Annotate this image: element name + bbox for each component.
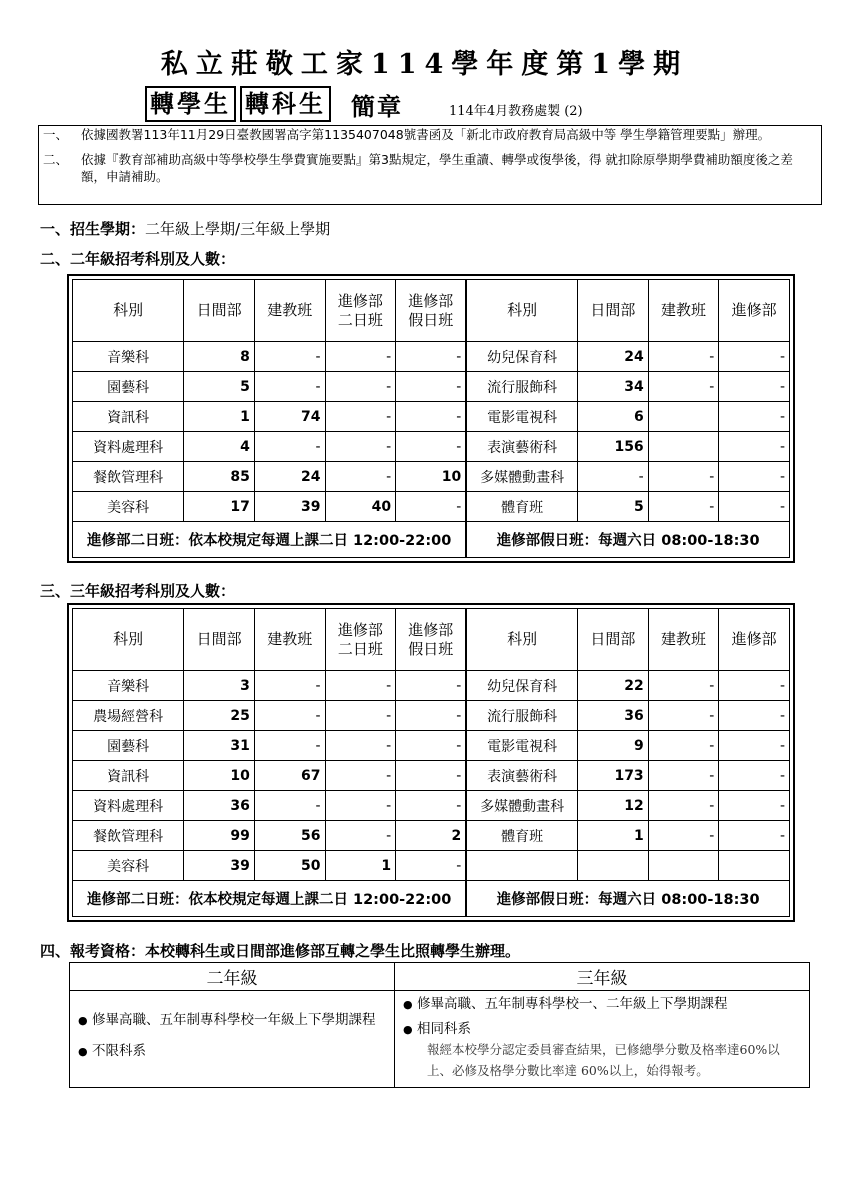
grade2-grid xyxy=(72,279,790,558)
department-cell: 農場經營科 xyxy=(73,701,184,731)
column-header: 進修部 假日班 xyxy=(396,609,467,671)
department-cell xyxy=(466,851,577,881)
count-cell: - xyxy=(396,671,467,701)
count-cell: - xyxy=(578,462,649,492)
count-cell: 4 xyxy=(184,432,255,462)
qual-item xyxy=(403,995,805,1014)
count-cell: - xyxy=(396,791,467,821)
count-cell: 156 xyxy=(578,432,649,462)
count-cell: 34 xyxy=(578,372,649,402)
count-cell: 6 xyxy=(578,402,649,432)
count-cell: - xyxy=(648,671,719,701)
brochure-label: 簡章 xyxy=(351,92,403,121)
qual-grade2-cell xyxy=(70,991,395,1088)
count-cell: 39 xyxy=(184,851,255,881)
count-cell xyxy=(719,851,790,881)
table-header-row xyxy=(73,609,790,671)
column-header: 科別 xyxy=(73,280,184,342)
department-cell: 幼兒保育科 xyxy=(466,671,577,701)
count-cell: - xyxy=(325,731,396,761)
department-cell: 餐飲管理科 xyxy=(73,821,184,851)
count-cell: 24 xyxy=(578,342,649,372)
note-number: 二、 xyxy=(43,152,69,167)
section-value: 二年級上學期/三年級上學期 xyxy=(145,220,331,238)
count-cell: 5 xyxy=(578,492,649,522)
table-row xyxy=(73,671,790,701)
count-cell: - xyxy=(719,821,790,851)
column-header: 進修部 xyxy=(719,609,790,671)
count-cell: - xyxy=(254,791,325,821)
grade3-grid xyxy=(72,608,790,917)
count-cell xyxy=(648,402,719,432)
count-cell: - xyxy=(719,731,790,761)
department-cell: 幼兒保育科 xyxy=(466,342,577,372)
count-cell: - xyxy=(719,492,790,522)
count-cell: - xyxy=(325,791,396,821)
column-header: 科別 xyxy=(466,609,577,671)
table-row xyxy=(73,432,790,462)
department-cell: 資料處理科 xyxy=(73,791,184,821)
table-footer-row xyxy=(73,881,790,917)
section-qualification-heading: 四、報考資格：本校轉科生或日間部進修部互轉之學生比照轉學生辦理。 xyxy=(40,942,521,960)
column-header: 日間部 xyxy=(184,280,255,342)
page-title: 私立莊敬工家114學年度第1學期 xyxy=(160,49,689,80)
count-cell: - xyxy=(396,432,467,462)
count-cell: 10 xyxy=(396,462,467,492)
count-cell xyxy=(648,432,719,462)
note-text: 依據『教育部補助高級中等學校學生學費實施要點』第3點規定，學生重讀、轉學或復學後，得 就扣除原學期學費補助額度後之差額，申請補助。 xyxy=(81,152,793,184)
column-header: 進修部 xyxy=(719,280,790,342)
department-cell: 表演藝術科 xyxy=(466,761,577,791)
count-cell: - xyxy=(719,432,790,462)
department-cell: 表演藝術科 xyxy=(466,432,577,462)
section-label: 一、招生學期： xyxy=(40,220,146,238)
count-cell: 31 xyxy=(184,731,255,761)
column-header: 進修部 假日班 xyxy=(396,280,467,342)
count-cell: - xyxy=(325,432,396,462)
count-cell xyxy=(648,851,719,881)
count-cell: - xyxy=(719,342,790,372)
count-cell: - xyxy=(719,761,790,791)
department-cell: 資訊科 xyxy=(73,402,184,432)
bullet-icon: ● xyxy=(78,1014,88,1027)
count-cell: - xyxy=(648,372,719,402)
column-header: 進修部 二日班 xyxy=(325,609,396,671)
department-cell: 資料處理科 xyxy=(73,432,184,462)
table-row xyxy=(73,342,790,372)
count-cell: 67 xyxy=(254,761,325,791)
note-text: 依據國教署113年11月29日臺教國署高字第1135407048號書函及「新北市政府教育局高級中等 學生學籍管理要點」辦理。 xyxy=(81,127,771,142)
department-cell: 音樂科 xyxy=(73,671,184,701)
department-cell: 流行服飾科 xyxy=(466,372,577,402)
schedule-note-two-day: 進修部二日班：依本校規定每週上課二日 12:00-22:00 xyxy=(73,522,467,558)
subtitle-row xyxy=(145,86,583,122)
count-cell: - xyxy=(648,492,719,522)
department-cell: 多媒體動畫科 xyxy=(466,791,577,821)
count-cell: 10 xyxy=(184,761,255,791)
count-cell: - xyxy=(325,761,396,791)
count-cell: - xyxy=(648,821,719,851)
count-cell: - xyxy=(254,671,325,701)
count-cell: 99 xyxy=(184,821,255,851)
bullet-icon: ● xyxy=(78,1045,88,1058)
qual-head-grade3: 三年級 xyxy=(395,963,810,991)
table-header-row xyxy=(73,280,790,342)
count-cell: - xyxy=(719,372,790,402)
department-cell: 體育班 xyxy=(466,492,577,522)
department-cell: 餐飲管理科 xyxy=(73,462,184,492)
count-cell: - xyxy=(396,731,467,761)
count-cell: - xyxy=(254,372,325,402)
count-cell: - xyxy=(325,821,396,851)
section-grade3-heading: 三、三年級招考科別及人數： xyxy=(40,582,236,600)
note-item xyxy=(39,126,821,143)
department-cell: 流行服飾科 xyxy=(466,701,577,731)
department-cell: 美容科 xyxy=(73,492,184,522)
count-cell: 36 xyxy=(184,791,255,821)
count-cell: 24 xyxy=(254,462,325,492)
count-cell: 17 xyxy=(184,492,255,522)
department-cell: 體育班 xyxy=(466,821,577,851)
count-cell: 85 xyxy=(184,462,255,492)
qual-item xyxy=(403,1020,805,1039)
count-cell: 173 xyxy=(578,761,649,791)
table-row xyxy=(73,761,790,791)
department-cell: 資訊科 xyxy=(73,761,184,791)
table-row xyxy=(73,731,790,761)
count-cell: - xyxy=(648,701,719,731)
column-header: 建教班 xyxy=(648,280,719,342)
transfer-dept-box: 轉科生 xyxy=(240,86,331,122)
notes-box xyxy=(38,125,822,205)
count-cell: - xyxy=(325,372,396,402)
table-row xyxy=(73,701,790,731)
section-grade2-heading: 二、二年級招考科別及人數： xyxy=(40,250,236,268)
qual-description: 報經本校學分認定委員審查結果，已修總學分數及格率達60%以上、必修及格學分數比率達 60%以上，始得報考。 xyxy=(427,1042,780,1078)
count-cell: - xyxy=(396,372,467,402)
count-cell: - xyxy=(719,402,790,432)
grade2-table xyxy=(67,274,795,563)
count-cell: - xyxy=(325,342,396,372)
table-row xyxy=(73,462,790,492)
count-cell xyxy=(578,851,649,881)
count-cell: 25 xyxy=(184,701,255,731)
office-note: 114年4月教務處製 (2) xyxy=(449,103,583,119)
count-cell: - xyxy=(396,342,467,372)
department-cell: 園藝科 xyxy=(73,372,184,402)
qual-item-text: 修畢高職、五年制專科學校一、二年級上下學期課程 xyxy=(417,996,728,1012)
column-header: 進修部 二日班 xyxy=(325,280,396,342)
count-cell: 1 xyxy=(325,851,396,881)
qual-item xyxy=(78,1011,388,1030)
schedule-note-weekend: 進修部假日班：每週六日 08:00-18:30 xyxy=(466,881,789,917)
count-cell: 56 xyxy=(254,821,325,851)
count-cell: 50 xyxy=(254,851,325,881)
count-cell: - xyxy=(254,432,325,462)
count-cell: - xyxy=(396,402,467,432)
schedule-note-weekend: 進修部假日班：每週六日 08:00-18:30 xyxy=(466,522,789,558)
section-enrollment-term xyxy=(40,218,330,239)
table-row xyxy=(73,791,790,821)
count-cell: 1 xyxy=(184,402,255,432)
note-item xyxy=(39,151,821,185)
table-row xyxy=(73,851,790,881)
count-cell: 22 xyxy=(578,671,649,701)
count-cell: 12 xyxy=(578,791,649,821)
count-cell: 9 xyxy=(578,731,649,761)
count-cell: - xyxy=(396,701,467,731)
table-row xyxy=(73,372,790,402)
count-cell: 3 xyxy=(184,671,255,701)
column-header: 科別 xyxy=(73,609,184,671)
count-cell: - xyxy=(325,462,396,492)
qual-item xyxy=(78,1042,388,1061)
count-cell: - xyxy=(254,731,325,761)
count-cell: - xyxy=(648,731,719,761)
schedule-note-two-day: 進修部二日班：依本校規定每週上課二日 12:00-22:00 xyxy=(73,881,467,917)
column-header: 日間部 xyxy=(578,609,649,671)
qual-head-grade2: 二年級 xyxy=(70,963,395,991)
table-row xyxy=(73,492,790,522)
count-cell: - xyxy=(648,791,719,821)
count-cell: - xyxy=(648,462,719,492)
column-header: 日間部 xyxy=(578,280,649,342)
department-cell: 電影電視科 xyxy=(466,731,577,761)
count-cell: - xyxy=(254,342,325,372)
count-cell: - xyxy=(396,761,467,791)
qual-item-text: 修畢高職、五年制專科學校一年級上下學期課程 xyxy=(92,1012,376,1028)
column-header: 日間部 xyxy=(184,609,255,671)
count-cell: 39 xyxy=(254,492,325,522)
column-header: 建教班 xyxy=(254,280,325,342)
department-cell: 多媒體動畫科 xyxy=(466,462,577,492)
department-cell: 美容科 xyxy=(73,851,184,881)
count-cell: - xyxy=(396,851,467,881)
department-cell: 園藝科 xyxy=(73,731,184,761)
count-cell: - xyxy=(325,701,396,731)
column-header: 建教班 xyxy=(254,609,325,671)
count-cell: 36 xyxy=(578,701,649,731)
count-cell: 74 xyxy=(254,402,325,432)
count-cell: - xyxy=(719,791,790,821)
count-cell: 2 xyxy=(396,821,467,851)
count-cell: - xyxy=(396,492,467,522)
transfer-student-box: 轉學生 xyxy=(145,86,236,122)
department-cell: 電影電視科 xyxy=(466,402,577,432)
count-cell: - xyxy=(648,761,719,791)
table-row xyxy=(73,821,790,851)
count-cell: - xyxy=(325,402,396,432)
count-cell: 40 xyxy=(325,492,396,522)
qual-item-text: 相同科系 xyxy=(417,1021,471,1037)
count-cell: - xyxy=(325,671,396,701)
bullet-icon: ● xyxy=(403,1023,413,1036)
count-cell: - xyxy=(719,671,790,701)
note-number: 一、 xyxy=(43,127,69,142)
grade3-table xyxy=(67,603,795,922)
count-cell: - xyxy=(254,701,325,731)
count-cell: - xyxy=(719,462,790,492)
count-cell: 8 xyxy=(184,342,255,372)
table-footer-row xyxy=(73,522,790,558)
table-row xyxy=(73,402,790,432)
column-header: 科別 xyxy=(466,280,577,342)
count-cell: 5 xyxy=(184,372,255,402)
qual-grade3-cell xyxy=(395,991,810,1088)
count-cell: - xyxy=(648,342,719,372)
count-cell: 1 xyxy=(578,821,649,851)
qualification-table xyxy=(69,962,810,1088)
bullet-icon: ● xyxy=(403,998,413,1011)
count-cell: - xyxy=(719,701,790,731)
column-header: 建教班 xyxy=(648,609,719,671)
department-cell: 音樂科 xyxy=(73,342,184,372)
qual-item-text: 不限科系 xyxy=(92,1043,146,1059)
